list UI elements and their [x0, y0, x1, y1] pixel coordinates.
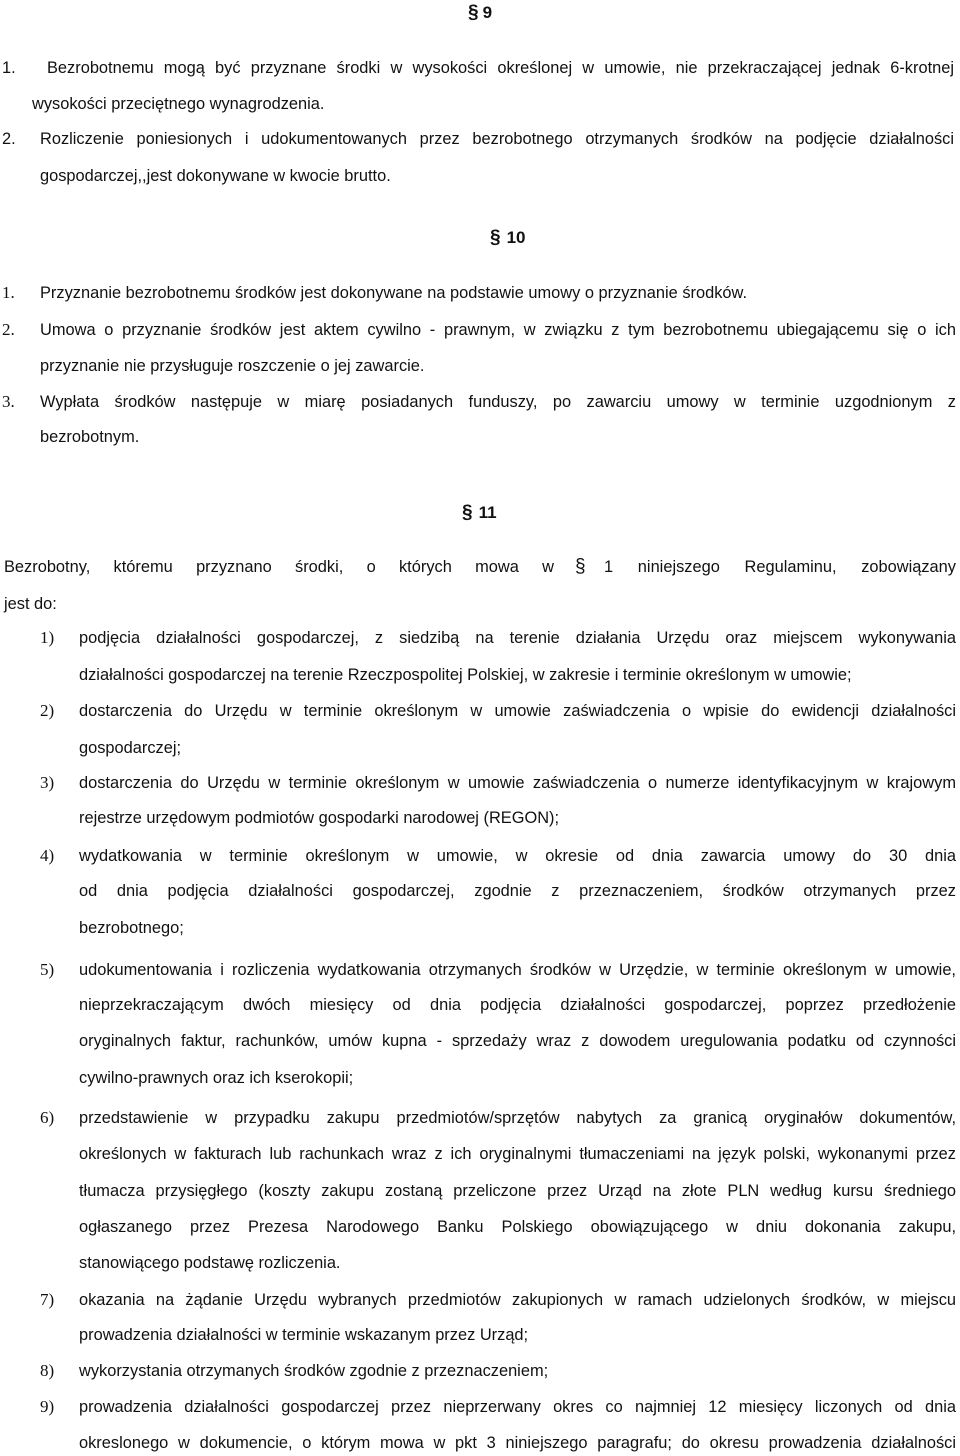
item-text-line: wykorzystania otrzymanych środków zgodnie z przeznaczeniem;	[79, 1362, 549, 1380]
item-text-line: dostarczenia do Urzędu w terminie określonym w umowie zaświadczenia o wpisie do ewidencji działalności	[79, 702, 956, 720]
item-text-line: bezrobotnym.	[40, 428, 140, 446]
item-text-line: okreslonego w dokumencie, o którym mowa w pkt 3 niniejszego paragrafu; do okresu prowadzenia działalności	[79, 1434, 956, 1452]
item-text-line: gospodarczej;	[79, 739, 182, 757]
item-number: 7)	[40, 1290, 55, 1309]
section-symbol-inline: §	[575, 556, 586, 577]
item-number: 1.	[2, 283, 15, 302]
item-text-line: okazania na żądanie Urzędu wybranych przedmiotów zakupionych w ramach udzielonych środków, w miejscu	[79, 1291, 956, 1309]
item-text-line: Bezrobotnemu mogą być przyznane środki w wysokości określonej w umowie, nie przekraczającej jednak 6-krotnej	[47, 59, 954, 77]
item-text-line: określonych w fakturach lub rachunkach wraz z ich oryginalnymi tłumaczeniami na język polski, wykonanymi przez	[79, 1145, 956, 1163]
item-number: 9)	[40, 1397, 55, 1416]
item-text-line: Wypłata środków następuje w miarę posiadanych funduszy, po zawarciu umowy w terminie uzgodnionym z	[40, 393, 956, 411]
item-number: 6)	[40, 1108, 55, 1127]
item-text-line: od dnia podjęcia działalności gospodarczej, zgodnie z przeznaczeniem, środków otrzymanych przez	[79, 882, 956, 900]
section-symbol: §	[468, 2, 479, 23]
section-number: 10	[506, 228, 526, 247]
section-number: 11	[478, 503, 497, 522]
section-symbol: §	[490, 227, 501, 248]
item-text-line: prowadzenia działalności w terminie wskazanym przez Urząd;	[79, 1326, 529, 1344]
item-text-line: przedstawienie w przypadku zakupu przedmiotów/sprzętów nabytych za granicą oryginałów dokumentów,	[79, 1109, 956, 1127]
item-number: 2)	[40, 701, 55, 720]
item-text-line: wysokości przeciętnego wynagrodzenia.	[32, 95, 325, 113]
item-text-line: stanowiącego podstawę rozliczenia.	[79, 1254, 341, 1272]
item-text-line: tłumacza przysięgłego (koszty zakupu zostaną przeliczone przez Urząd na złote PLN według kursu średniego	[79, 1182, 956, 1200]
item-number: 8)	[40, 1361, 55, 1380]
item-number: 5)	[40, 960, 55, 979]
item-text-line: oryginalnych faktur, rachunków, umów kupna - sprzedaży wraz z dowodem uregulowania podatku od czynności	[79, 1032, 956, 1050]
item-number: 3)	[40, 773, 55, 792]
item-text-line: Rozliczenie poniesionych i udokumentowanych przez bezrobotnego otrzymanych środków na podjęcie działalności	[40, 130, 954, 148]
section-heading-9	[468, 2, 492, 24]
intro-text-line2: jest do:	[4, 595, 57, 613]
item-text-line: przyznanie nie przysługuje roszczenie o jej zawarcie.	[40, 357, 425, 375]
item-text-line: bezrobotnego;	[79, 919, 184, 937]
item-text-line: dostarczenia do Urzędu w terminie określonym w umowie zaświadczenia o numerze identyfikacyjnym w krajowym	[79, 774, 956, 792]
section-number: 9	[482, 3, 493, 22]
item-text-line: działalności gospodarczej na terenie Rzeczpospolitej Polskiej, w zakresie i terminie określonym w umowie;	[79, 666, 852, 684]
item-text-line: nieprzekraczającym dwóch miesięcy od dnia podjęcia działalności gospodarczej, poprzez przedłożenie	[79, 996, 956, 1014]
item-text-line: prowadzenia działalności gospodarczej przez nieprzerwany okres co najmniej 12 miesięcy liczonych od dnia	[79, 1398, 956, 1416]
item-text-line: wydatkowania w terminie określonym w umowie, w okresie od dnia zawarcia umowy do 30 dnia	[79, 847, 956, 865]
item-number: 3.	[2, 392, 15, 411]
intro-text-part2: 1 niniejszego Regulaminu, zobowiązany	[604, 558, 956, 576]
item-number: 1.	[2, 59, 16, 77]
item-number: 4)	[40, 846, 55, 865]
intro-text-part1: Bezrobotny, któremu przyznano środki, o których mowa w	[4, 558, 554, 576]
item-number: 2.	[2, 130, 16, 148]
item-text-line: ogłaszanego przez Prezesa Narodowego Banku Polskiego obowiązującego w dniu dokonania zakupu,	[79, 1218, 956, 1236]
item-text-line: cywilno-prawnych oraz ich kserokopii;	[79, 1069, 354, 1087]
item-text-line: podjęcia działalności gospodarczej, z siedzibą na terenie działania Urzędu oraz miejscem wykonywania	[79, 629, 956, 647]
item-text-line: Umowa o przyznanie środków jest aktem cywilno - prawnym, w związku z tym bezrobotnemu ubiegającemu się o ich	[40, 321, 956, 339]
item-text-line: udokumentowania i rozliczenia wydatkowania otrzymanych środków w Urzędzie, w terminie określonym w umowie,	[79, 961, 956, 979]
item-number: 2.	[2, 320, 15, 339]
section-heading-11	[462, 502, 497, 524]
item-text-line: rejestrze urzędowym podmiotów gospodarki narodowej (REGON);	[79, 809, 560, 827]
section-heading-10	[490, 227, 526, 249]
item-number: 1)	[40, 628, 55, 647]
item-text-line: Przyznanie bezrobotnemu środków jest dokonywane na podstawie umowy o przyznanie środków.	[40, 284, 747, 302]
item-text-line: gospodarczej,,jest dokonywane w kwocie brutto.	[40, 167, 391, 185]
section-symbol: §	[462, 502, 473, 523]
